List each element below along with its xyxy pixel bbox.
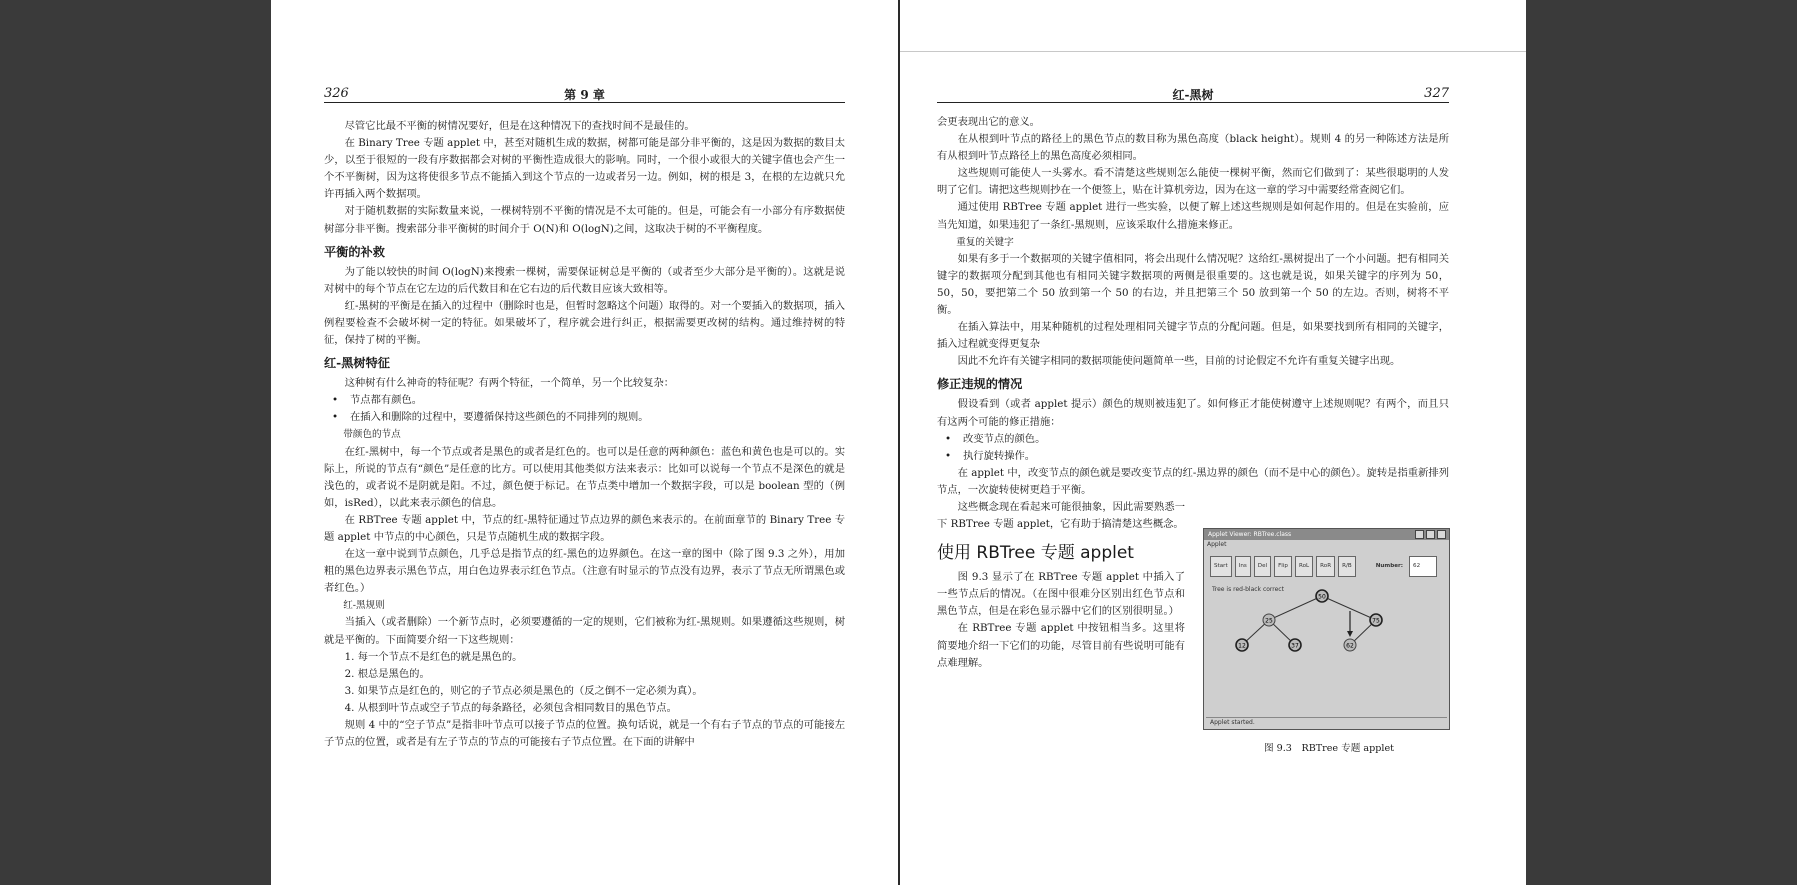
rb-tree-diagram: [1206, 575, 1446, 695]
page-separator: [900, 51, 1526, 52]
page-number: 326: [324, 86, 349, 101]
tree-status-message: Tree is red-black correct: [1212, 586, 1284, 594]
figure-caption: 图 9.3 RBTree 专题 applet: [1264, 743, 1394, 754]
node-label: 25: [1265, 617, 1273, 625]
figure-9-3: [1203, 528, 1455, 757]
paragraph: 会更表现出它的意义。: [937, 116, 1040, 128]
window-controls: [1415, 530, 1446, 539]
tree-node: [1236, 639, 1248, 651]
section-heading: 平衡的补救: [324, 244, 385, 259]
node-label: 75: [1372, 617, 1380, 625]
section-heading: 修正违规的情况: [937, 377, 1023, 392]
paragraph: 如果有多于一个数据项的关键字值相同，将会出现什么情况呢？这给红-黑树提出了一个小问题。把有相同关键字的数据项分配到其他也有相同关键字数据项的两侧是很重要的。这也就是说，如果关键字的序列为 50，50，50，要把第二个 50 放到第一个 50 的右边，并且把第三个 50 放到第一个 50 的左边。否则，树将不平衡。: [937, 252, 1449, 317]
node-label: 37: [1291, 642, 1299, 650]
tree-node: [1370, 614, 1382, 626]
ins-button: Ins: [1235, 556, 1251, 577]
rule-item: 3. 如果节点是红色的，则它的子节点必须是黑色的（反之倒不一定必须为真）。: [344, 684, 703, 697]
rule-item: 2. 根总是黑色的。: [344, 667, 430, 680]
running-header: [937, 86, 1449, 103]
paragraph: 这些规则可能使人一头雾水。看不清楚这些规则怎么能使一棵树平衡，然而它们做到了：某些很聪明的人发明了它们。请把这些规则抄在一个便签上，贴在计算机旁边，因为在这一章的学习中需要经常查阅它们。: [937, 167, 1449, 197]
rb-button: R/B: [1338, 556, 1356, 577]
rule-item: 1. 每一个节点不是红色的就是黑色的。: [344, 650, 523, 663]
del-button: Del: [1254, 556, 1271, 577]
applet-screenshot: [1203, 528, 1450, 730]
window-titlebar: [1204, 529, 1449, 540]
paragraph: 在这一章中说到节点颜色，几乎总是指节点的红-黑色的边界颜色。在这一章的图中（除了图 9.3 之外），用加粗的黑色边界表示黑色节点，用白色边界表示红色节点。（注意有时显示的节点没有边界，表示了节点无所谓黑色或者红色。）: [324, 548, 845, 595]
paragraph: 尽管它比最不平衡的树情况要好，但是在这种情况下的查找时间不是最佳的。: [344, 120, 695, 132]
tree-node: [1289, 639, 1301, 651]
start-button: Start: [1210, 556, 1232, 577]
left-page: [271, 0, 898, 885]
node-label: 62: [1346, 642, 1354, 650]
paragraph: 在插入算法中，用某种随机的过程处理相同关键字节点的分配问题。但是，如果要找到所有相同的关键字，插入过程就变得更复杂: [937, 321, 1449, 351]
paragraph: 这些概念现在看起来可能很抽象，因此需要熟悉一下 RBTree 专题 applet，它有助于搞清楚这些概念。: [937, 500, 1185, 531]
paragraph: 图 9.3 显示了在 RBTree 专题 applet 中插入了一些节点后的情况。（在图中很难分区别出红色节点和黑色节点，但是在彩色显示器中它们的区别很明显。）: [937, 571, 1185, 618]
applet-menu: Applet: [1207, 541, 1227, 548]
bullet-item: • 在插入和删除的过程中，要遵循保持这些颜色的不同排列的规则。: [324, 409, 845, 426]
number-field: 62: [1409, 556, 1437, 577]
tree-node: [1344, 639, 1356, 651]
paragraph: 红-黑树的平衡是在插入的过程中（删除时也是，但暂时忽略这个问题）取得的。对一个要插入的数据项，插入例程要检查不会破坏树一定的特征。如果破坏了，程序就会进行纠正，根据需要更改树的结构。通过维持树的特征，保持了树的平衡。: [324, 299, 845, 347]
right-page: [898, 0, 1526, 885]
rol-button: RoL: [1295, 556, 1313, 577]
paragraph: 在 applet 中，改变节点的颜色就是要改变节点的红-黑边界的颜色（而不是中心的颜色）。旋转是指重新排列节点，一次旋转使树更趋于平衡。: [937, 466, 1449, 496]
paragraph: 在红-黑树中，每一个节点或者是黑色的或者是红色的。也可以是任意的两种颜色：蓝色和黄色也是可以的。实际上，所说的节点有“颜色”是任意的比方。可以使用其他类似方法来表示：比如可以说每一个节点不是深色的就是浅色的，或者说不是阴就是阳。不过，颜色便于标记。在节点类中增加一个数据字段，可以是 boolean 型的（例如，isRed），以此来表示颜色的信息。: [324, 445, 845, 509]
ror-button: RoR: [1316, 556, 1335, 577]
flip-button: Flip: [1274, 556, 1292, 577]
chapter-header: 红-黑树: [1172, 88, 1214, 102]
paragraph: 规则 4 中的“空子节点”是指非叶节点可以接子节点的位置。换句话说，就是一个有右子节点的节点的可能接左子节点的位置，或者是有左子节点的节点的可能接右子节点位置。在下面的讲解中: [324, 719, 845, 749]
rule-item: 4. 从根到叶节点或空子节点的每条路径，必须包含相同数目的黑色节点。: [344, 701, 677, 714]
subsection-heading: 重复的关键字: [956, 236, 1014, 248]
minimize-icon: [1415, 530, 1424, 539]
running-header: [324, 86, 845, 103]
chapter-header: 第 9 章: [564, 88, 605, 102]
node-label: 50: [1318, 593, 1326, 601]
paragraph: 对于随机数据的实际数量来说，一棵树特别不平衡的情况是不太可能的。但是，可能会有一小部分有序数据使树部分非平衡。搜索部分非平衡树的时间介于 O(N)和 O(logN)之间，这取决于树的不平衡程度。: [324, 205, 845, 235]
paragraph: 假设看到（或者 applet 提示）颜色的规则被违犯了。如何修正才能使树遵守上述规则呢？有两个，而且只有这两个可能的修正措施：: [937, 398, 1449, 428]
bullet-item: • 改变节点的颜色。: [937, 431, 1449, 448]
section-heading: 红-黑树特征: [324, 356, 390, 371]
node-label: 12: [1238, 642, 1246, 650]
page-body: [324, 118, 845, 751]
close-icon: [1437, 530, 1446, 539]
tree-node: [1316, 590, 1328, 602]
page-number: 327: [1424, 86, 1449, 101]
paragraph: 在 RBTree 专题 applet 中，节点的红-黑特征通过节点边界的颜色来表示的。在前面章节的 Binary Tree 专题 applet 中节点的中心颜色，只是节点随机生成的数据字段。: [324, 513, 845, 543]
paragraph: 为了能以较快的时间 O(logN)来搜索一棵树，需要保证树总是平衡的（或者至少大部分是平衡的）。这就是说对树中的每个节点在它左边的后代数目和在它右边的后代数目应该大致相等。: [324, 265, 845, 295]
paragraph: 因此不允许有关键字相同的数据项能使问题简单一些，目前的讨论假定不允许有重复关键字出现。: [957, 355, 1401, 368]
applet-status-bar: Applet started.: [1206, 717, 1447, 727]
section-heading: 使用 RBTree 专题 applet: [937, 543, 1134, 564]
maximize-icon: [1426, 530, 1435, 539]
bullet-item: • 执行旋转操作。: [937, 448, 1449, 465]
subsection-heading: 带颜色的节点: [343, 429, 401, 441]
paragraph: 在 RBTree 专题 applet 中按钮相当多。这里将简要地介绍一下它们的功能，尽管目前有些说明可能有点难理解。: [937, 622, 1185, 669]
window-title: Applet Viewer: RBTree.class: [1208, 531, 1292, 538]
paragraph: 在 Binary Tree 专题 applet 中，甚至对随机生成的数据，树都可能是部分非平衡的，这是因为数据的数目太少，以至于很短的一段有序数据都会对树的平衡性造成很大的影响。同时，一个很小或很大的关键字值也会产生一个不平衡树，因为这将使很多节点不能插入到这个节点的一边或者另一边。例如，树的根是 3，在根的左边就只允许再插入两个数据项。: [324, 137, 845, 201]
page-body: [937, 114, 1449, 754]
number-label: Number:: [1375, 563, 1404, 569]
paragraph: 在从根到叶节点的路径上的黑色节点的数目称为黑色高度（black height）。规则 4 的另一种陈述方法是所有从根到叶节点路径上的黑色高度必须相同。: [937, 133, 1449, 163]
subsection-heading: 红-黑规则: [343, 600, 385, 612]
paragraph: 通过使用 RBTree 专题 applet 进行一些实验，以便了解上述这些规则是如何起作用的。但是在实验前，应当先知道，如果违犯了一条红-黑规则，应该采取什么措施来修正。: [937, 201, 1449, 231]
tree-node: [1263, 614, 1275, 626]
paragraph: 当插入（或者删除）一个新节点时，必须要遵循的一定的规则，它们被称为红-黑规则。如果遵循这些规则，树就是平衡的。下面简要介绍一下这些规则：: [324, 616, 845, 646]
paragraph: 这种树有什么神奇的特征呢？有两个特征，一个简单，另一个比较复杂：: [344, 377, 675, 390]
bullet-item: • 节点都有颜色。: [324, 392, 845, 409]
